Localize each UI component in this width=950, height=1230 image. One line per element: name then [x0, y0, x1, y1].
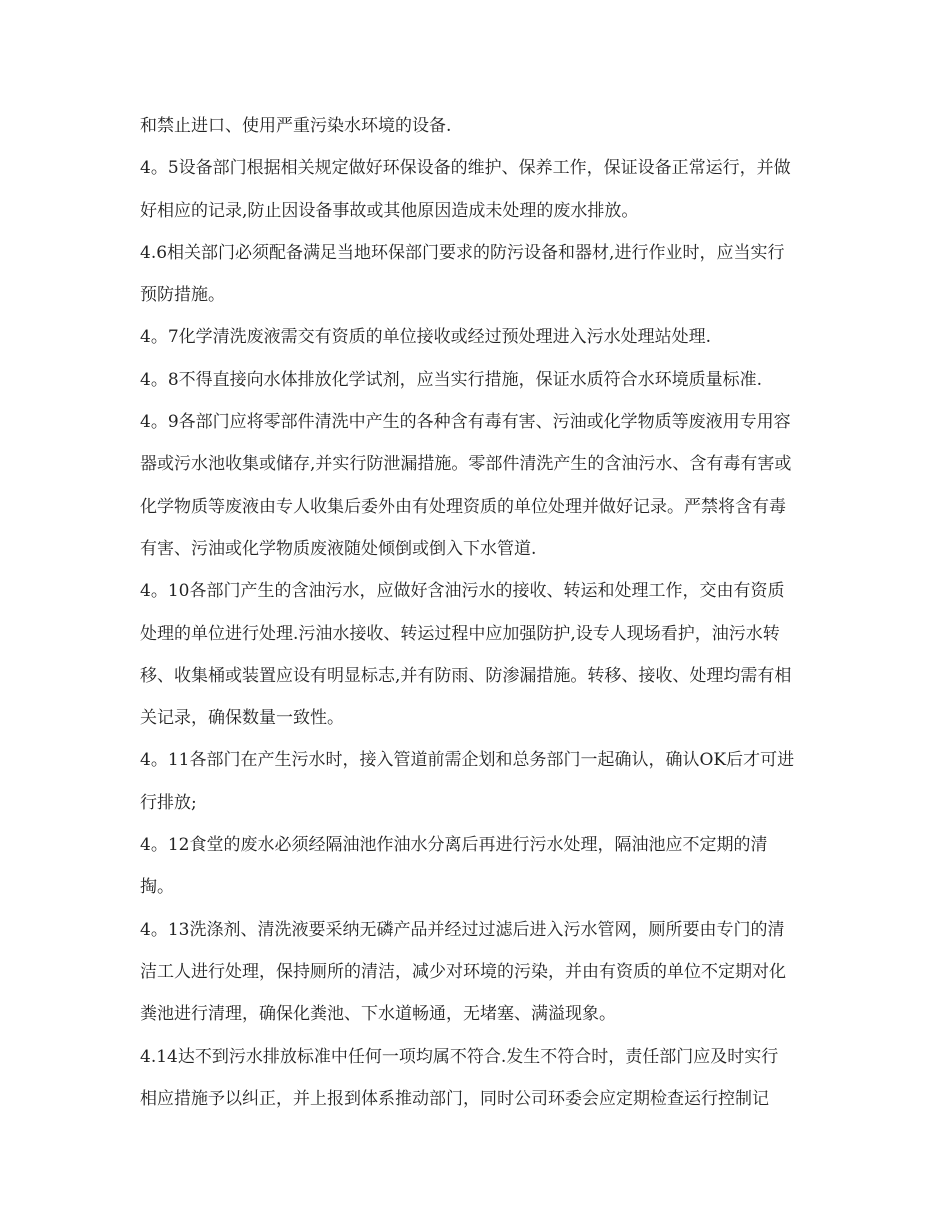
text-line: 粪池进行清理，确保化粪池、下水道畅通，无堵塞、满溢现象。	[140, 1004, 616, 1025]
text-line: 好相应的记录,防止因设备事故或其他原因造成未处理的废水排放。	[140, 200, 639, 221]
text-line: 4。8不得直接向水体排放化学试剂，应当实行措施，保证水质符合水环境质量标准.	[140, 369, 763, 390]
text-line: 器或污水池收集或储存,并实行防泄漏措施。零部件清洗产生的含油污水、含有毒有害或	[140, 454, 792, 475]
text-line: 4.6相关部门必须配备满足当地环保部门要求的防污设备和器材,进行作业时，应当实行	[140, 242, 785, 263]
text-line: 相应措施予以纠正，并上报到体系推动部门，同时公司环委会应定期检查运行控制记	[140, 1088, 769, 1109]
text-line: 处理的单位进行处理.污油水接收、转运过程中应加强防护,设专人现场看护，油污水转	[140, 623, 780, 644]
text-line: 4。11各部门在产生污水时，接入管道前需企划和总务部门一起确认，确认OK后才可进	[140, 750, 795, 771]
text-line: 4。13洗涤剂、清洗液要采纳无磷产品并经过过滤后进入污水管网，厕所要由专门的清	[140, 919, 785, 940]
text-line: 化学物质等废液由专人收集后委外由有处理资质的单位处理并做好记录。严禁将含有毒	[140, 496, 786, 517]
text-line: 洁工人进行处理，保持厕所的清洁，减少对环境的污染，并由有资质的单位不定期对化	[140, 961, 786, 982]
text-line: 关记录，确保数量一致性。	[140, 708, 344, 729]
text-line: 4。7化学清洗废液需交有资质的单位接收或经过预处理进入污水处理站处理.	[140, 327, 712, 348]
text-line: 行排放;	[140, 792, 197, 813]
text-line: 有害、污油或化学物质废液随处倾倒或倒入下水管道.	[140, 538, 537, 559]
text-line: 4。5设备部门根据相关规定做好环保设备的维护、保养工作，保证设备正常运行，并做	[140, 158, 791, 179]
text-line: 4。9各部门应将零部件清洗中产生的各种含有毒有害、污油或化学物质等废液用专用容	[140, 412, 791, 433]
text-line: 4。10各部门产生的含油污水，应做好含油污水的接收、转运和处理工作，交由有资质	[140, 581, 785, 602]
text-line: 4.14达不到污水排放标准中任何一项均属不符合.发生不符合时，责任部门应及时实行	[140, 1046, 779, 1067]
text-line: 和禁止进口、使用严重污染水环境的设备.	[140, 116, 452, 136]
text-line: 移、收集桶或装置应设有明显标志,并有防雨、防渗漏措施。转移、接收、处理均需有相	[140, 665, 792, 686]
text-line: 预防措施。	[140, 285, 225, 306]
text-line: 4。12食堂的废水必须经隔油池作油水分离后再进行污水处理，隔油池应不定期的清	[140, 835, 768, 856]
document-body	[140, 105, 860, 1120]
text-line: 掏。	[140, 877, 174, 898]
